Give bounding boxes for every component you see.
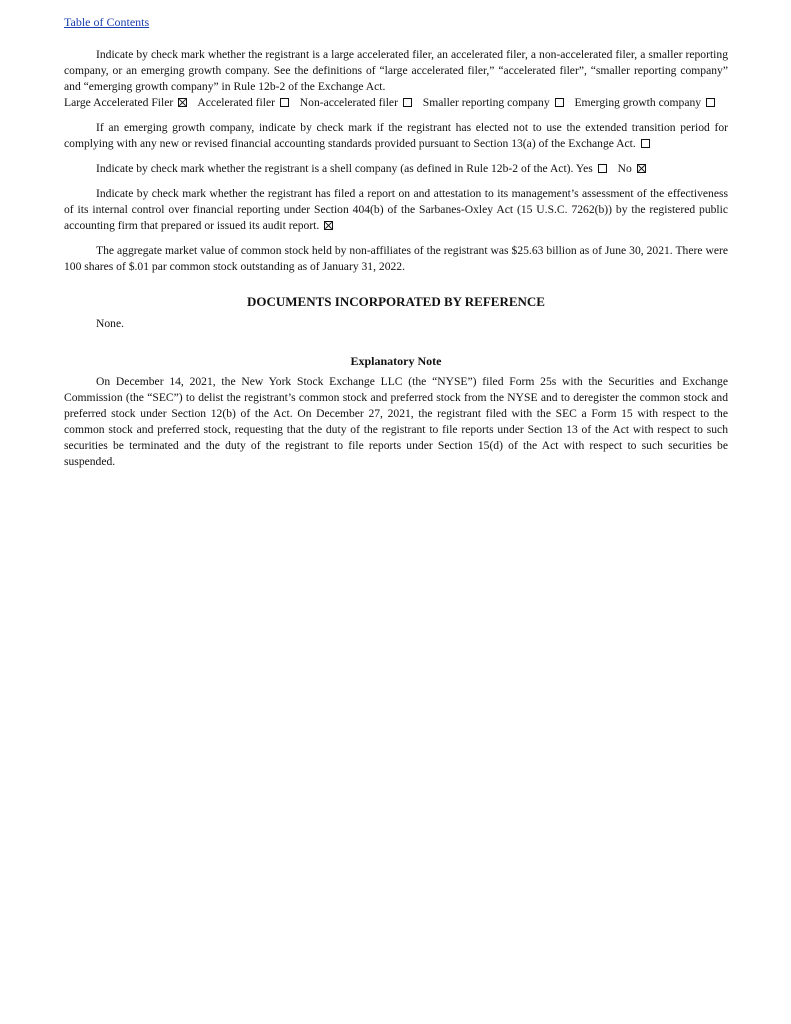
- transition-period-text: If an emerging growth company, indicate by check mark if the registrant has elected not to use the extended transition period for complying with any new or revised financial accounting standards provided pursuant to Section 13(a) of the Exchange Act.: [64, 121, 728, 150]
- accelerated-filer-checkbox-icon: [280, 98, 289, 107]
- large-accelerated-filer-checkbox-checked-icon: [178, 98, 187, 107]
- attestation-checkbox-checked-icon: [324, 221, 333, 230]
- transition-period-checkbox-icon: [641, 139, 650, 148]
- documents-incorporated-heading: DOCUMENTS INCORPORATED BY REFERENCE: [247, 294, 545, 309]
- attestation-paragraph: [64, 186, 728, 234]
- shell-yes-checkbox-icon: [598, 164, 607, 173]
- non-accelerated-filer-label: Non-accelerated filer: [299, 96, 398, 109]
- smaller-reporting-company-label: Smaller reporting company: [422, 96, 550, 109]
- documents-none-value: None.: [96, 317, 125, 330]
- accelerated-filer-label: Accelerated filer: [197, 96, 275, 109]
- filer-status-options: [64, 95, 728, 111]
- shell-company-text: Indicate by check mark whether the registrant is a shell company (as defined in Rule 12b-2 of the Act).: [96, 162, 574, 175]
- shell-no-label: No: [617, 162, 632, 175]
- document-page: [64, 14, 728, 470]
- explanatory-note-heading: Explanatory Note: [350, 354, 442, 368]
- shell-company-paragraph: [64, 161, 728, 177]
- shell-yes-label: Yes: [575, 162, 593, 175]
- non-accelerated-filer-checkbox-icon: [403, 98, 412, 107]
- market-value-paragraph: The aggregate market value of common stock held by non-affiliates of the registrant was $25.63 billion as of June 30, 2021. There were 100 shares of $.01 par common stock outstanding as of January 31, 2022.: [64, 244, 728, 273]
- emerging-growth-company-checkbox-icon: [706, 98, 715, 107]
- filer-status-paragraph: Indicate by check mark whether the registrant is a large accelerated filer, an accelerated filer, a non-accelerated filer, a smaller reporting company, or an emerging growth company. See the definitions of “large accelerated filer,” “accelerated filer”, “smaller reporting company” and “emerging growth company” in Rule 12b-2 of the Exchange Act.: [64, 48, 728, 93]
- large-accelerated-filer-label: Large Accelerated Filer: [64, 96, 174, 109]
- attestation-text: Indicate by check mark whether the registrant has filed a report on and attestation to its management’s assessment of the effectiveness of its internal control over financial reporting under Section 404(b) of the Sarbanes-Oxley Act (15 U.S.C. 7262(b)) by the registered public accounting firm that prepared or issued its audit report.: [64, 187, 728, 232]
- smaller-reporting-company-checkbox-icon: [555, 98, 564, 107]
- explanatory-note-paragraph: On December 14, 2021, the New York Stock Exchange LLC (the “NYSE”) filed Form 25s with the Securities and Exchange Commission (the “SEC”) to delist the registrant’s common stock and preferred stock from the NYSE and to deregister the common stock and preferred stock under Section 12(b) of the Act. On December 27, 2021, the registrant filed with the SEC a Form 15 with respect to the common stock and preferred stock, requesting that the duty of the registrant to file reports under Section 13 of the Act with respect to such securities be terminated and the duty of the registrant to file reports under Section 15(d) of the Act with respect to such securities be suspended.: [64, 375, 728, 468]
- transition-period-paragraph: [64, 120, 728, 152]
- table-of-contents-link[interactable]: Table of Contents: [64, 15, 150, 29]
- shell-no-checkbox-checked-icon: [637, 164, 646, 173]
- emerging-growth-company-label: Emerging growth company: [574, 96, 702, 109]
